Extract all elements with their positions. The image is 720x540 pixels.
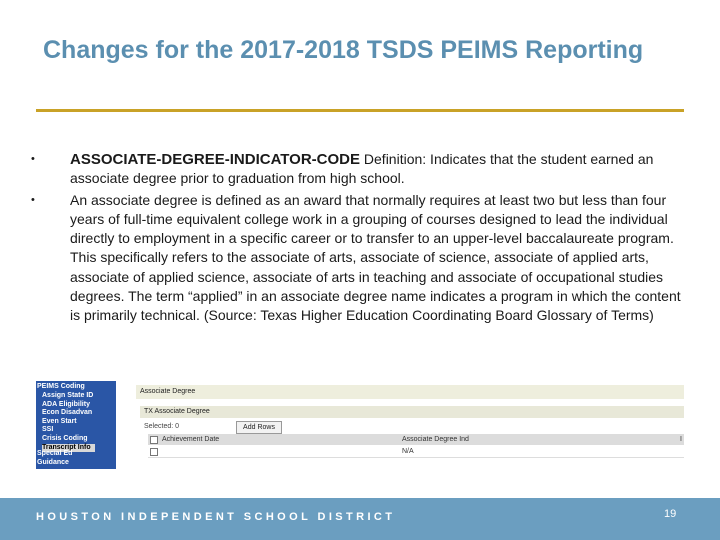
column-resize-handle[interactable]: I	[680, 436, 682, 443]
bullet-dot-icon: •	[31, 193, 35, 206]
degree-explanation: An associate degree is defined as an award that normally requires at least two but less than four years of full-time equivalent college work in a grouping of courses designed to lead the individual directly to employment in a specific career or to transfer to an upper-level baccalaureate program. This specifically refers to the associate of arts, associate of science, associate of applied arts, associate of applied science, associate of arts in teaching and associate of occupational studies degrees. The term “applied” in an associate degree name indicates a program in which the content is primarily technical. (Source: Texas Higher Education Coordinating Board Glossary of Terms)	[70, 191, 681, 324]
nav-item-even-start[interactable]: Even Start	[42, 417, 77, 425]
grid-header	[148, 434, 684, 445]
field-name: ASSOCIATE-DEGREE-INDICATOR-CODE	[70, 151, 361, 168]
nav-header: PEIMS Coding	[37, 383, 85, 390]
add-rows-button[interactable]: Add Rows	[236, 421, 282, 434]
nav-item-assign-state-id[interactable]: Assign State ID	[42, 392, 94, 399]
row-checkbox[interactable]	[150, 448, 158, 456]
screenshot-main-panel	[116, 381, 684, 469]
select-all-checkbox[interactable]	[150, 436, 158, 444]
slide-title: Changes for the 2017-2018 TSDS PEIMS Reporting	[43, 36, 644, 64]
field-definition: Definition: Indicates that the student earned an associate degree prior to graduation from high school.	[70, 151, 654, 187]
associate-degree-ind-cell[interactable]: N/A	[402, 448, 414, 455]
nav-item-guidance[interactable]: Guidance	[37, 458, 69, 466]
nav-item-transcript-info[interactable]: Transcript Info	[42, 444, 95, 453]
section-title: Associate Degree	[136, 385, 684, 399]
embedded-screenshot	[36, 381, 684, 469]
nav-footer	[37, 450, 72, 467]
organization-name: HOUSTON INDEPENDENT SCHOOL DISTRICT	[36, 511, 396, 523]
footer-bar	[0, 498, 720, 540]
bullet-item	[31, 191, 682, 326]
page-number: 19	[664, 508, 677, 520]
nav-item-econ-disadvan[interactable]: Econ Disadvan	[42, 409, 93, 417]
screenshot-nav-panel	[36, 381, 116, 469]
selected-count: Selected: 0	[144, 423, 180, 430]
nav-item-special-ed[interactable]: Special Ed	[37, 450, 73, 457]
bullet-list	[31, 150, 682, 328]
subsection-title: TX Associate Degree	[140, 406, 684, 418]
nav-item-ssi[interactable]: SSI	[42, 426, 54, 434]
column-header-associate-degree-ind[interactable]: Associate Degree Ind	[402, 436, 469, 443]
grid-toolbar	[140, 420, 684, 434]
nav-list	[42, 392, 95, 452]
title-divider	[36, 109, 684, 112]
nav-item-crisis-coding[interactable]: Crisis Coding	[42, 434, 88, 442]
bullet-dot-icon: •	[31, 153, 35, 165]
nav-item-ada-eligibility[interactable]: ADA Eligibility	[42, 400, 90, 408]
column-header-achievement-date[interactable]: Achievement Date	[162, 436, 220, 443]
table-row[interactable]	[148, 446, 684, 458]
bullet-item	[31, 150, 682, 189]
